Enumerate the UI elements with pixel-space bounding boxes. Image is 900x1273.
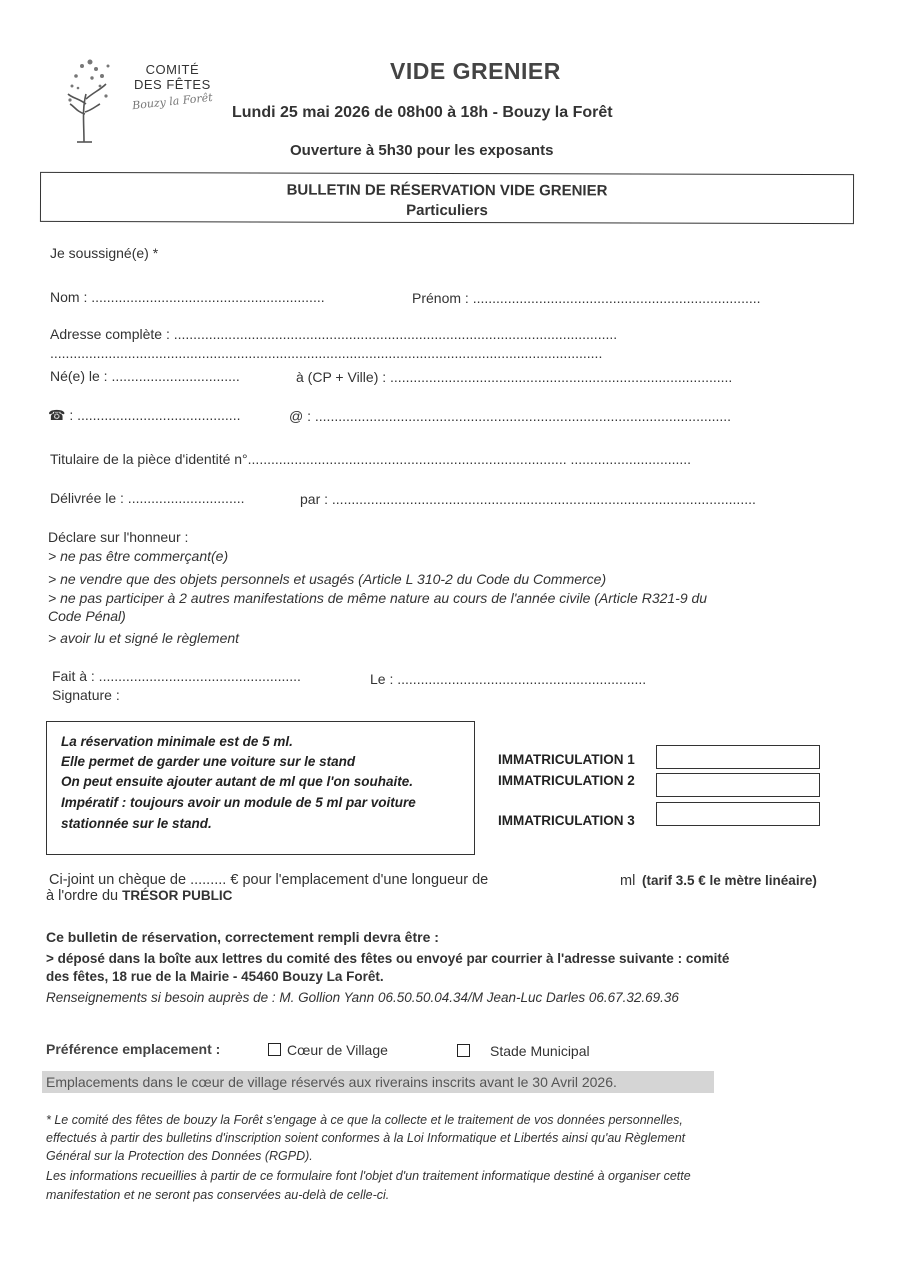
prenom-field[interactable]: Prénom : .......................................................................... <box>412 290 761 306</box>
option-coeur-village[interactable] <box>268 1042 388 1058</box>
payment-tarif: (tarif 3.5 € le mètre linéaire) <box>642 873 817 888</box>
privacy-line: Les informations recueillies à partir de ce formulaire font l'objet d'un traitement informatique destiné à organiser cette <box>46 1169 691 1183</box>
reservation-line: Elle permet de garder une voiture sur le stand <box>61 754 356 769</box>
privacy-line: manifestation et ne seront pas conservées au-delà de celle-ci. <box>46 1188 390 1202</box>
immat-3-input[interactable] <box>656 802 820 826</box>
issued-date-field[interactable]: Délivrée le : .............................. <box>50 490 245 506</box>
preference-label: Préférence emplacement : <box>46 1041 221 1057</box>
logo-text <box>134 62 211 92</box>
logo-line2: DES FÊTES <box>134 77 211 92</box>
form-title-box <box>40 172 854 224</box>
payment-beneficiary: TRÉSOR PUBLIC <box>122 888 233 903</box>
reservation-info-box <box>46 721 475 855</box>
immat-3-label: IMMATRICULATION 3 <box>498 813 635 828</box>
option-coeur-label: Cœur de Village <box>287 1042 388 1058</box>
declaration-item: Code Pénal) <box>48 608 126 624</box>
nom-field[interactable]: Nom : ............................................................ <box>50 289 325 305</box>
contact-info: Renseignements si besoin auprès de : M. Gollion Yann 06.50.50.04.34/M Jean-Luc Darles 06.67.32.69.36 <box>46 990 679 1005</box>
reservation-line: La réservation minimale est de 5 ml. <box>61 734 293 749</box>
payment-order <box>46 888 232 904</box>
payment-ml: ml <box>620 873 636 889</box>
form-title: BULLETIN DE RÉSERVATION VIDE GRENIER <box>286 181 608 200</box>
return-info-line: > déposé dans la boîte aux lettres du comité des fêtes ou envoyé par courrier à l'adresse suivante : comité <box>46 951 730 966</box>
date-field[interactable]: Le : ................................................................ <box>370 671 647 687</box>
adresse-field[interactable]: Adresse complète : .................................................................................................................. <box>50 326 618 342</box>
form-subtitle: Particuliers <box>406 201 488 220</box>
issued-by-field[interactable]: par : ............................................................................................................. <box>300 491 756 507</box>
preference-note: Emplacements dans le cœur de village réservés aux riverains inscrits avant le 30 Avril 2026. <box>46 1074 617 1090</box>
reservation-line: stationnée sur le stand. <box>61 816 212 831</box>
immat-2-input[interactable] <box>656 773 820 797</box>
reservation-line: Impératif : toujours avoir un module de 5 ml par voiture <box>61 795 416 810</box>
tree-icon <box>68 84 106 142</box>
checkbox-icon[interactable] <box>457 1044 470 1057</box>
event-date: Lundi 25 mai 2026 de 08h00 à 18h - Bouzy la Forêt <box>232 104 613 121</box>
birth-date-field[interactable]: Né(e) le : ................................. <box>50 368 240 384</box>
birth-place-field[interactable]: à (CP + Ville) : ........................................................................................ <box>296 369 733 385</box>
id-number-field[interactable]: Titulaire de la pièce d'identité n°.................................................................................. ............................... <box>50 451 692 467</box>
option-stade-municipal[interactable] <box>457 1043 590 1059</box>
privacy-line: * Le comité des fêtes de bouzy la Forêt s'engage à ce que la collecte et le traitement de vos données personnelles, <box>46 1113 683 1127</box>
privacy-line: Général sur la Protection des Données (RGPD). <box>46 1149 313 1163</box>
logo-line1: COMITÉ <box>145 62 200 77</box>
phone-field[interactable]: ☎ : .......................................... <box>48 407 241 423</box>
immat-1-label: IMMATRICULATION 1 <box>498 752 635 767</box>
option-stade-label: Stade Municipal <box>490 1043 590 1059</box>
payment-line: Ci-joint un chèque de ......... € pour l'emplacement d'une longueur de <box>49 872 489 888</box>
soussigne-label: Je soussigné(e) * <box>50 245 159 261</box>
declaration-intro: Déclare sur l'honneur : <box>48 529 189 545</box>
signature-field[interactable]: Signature : <box>52 687 120 703</box>
privacy-line: effectués à partir des bulletins d'inscription soient conformes à la Loi Informatique et Libertés ainsi qu'au Règlement <box>46 1131 686 1145</box>
checkbox-icon[interactable] <box>268 1043 281 1056</box>
exhibitor-opening: Ouverture à 5h30 pour les exposants <box>290 142 554 159</box>
fait-a-field[interactable]: Fait à : .................................................... <box>52 668 301 684</box>
declaration-item: > ne pas être commerçant(e) <box>48 548 229 564</box>
email-field[interactable]: @ : ........................................................................................................... <box>289 408 732 424</box>
immat-2-label: IMMATRICULATION 2 <box>498 773 635 788</box>
adresse-field-line2[interactable]: .............................................................................................................................................. <box>50 345 603 361</box>
declaration-item: > avoir lu et signé le règlement <box>48 630 240 646</box>
reservation-line: On peut ensuite ajouter autant de ml que l'on souhaite. <box>61 774 413 789</box>
immat-1-input[interactable] <box>656 745 820 769</box>
page-title: VIDE GRENIER <box>390 58 561 84</box>
logo-script: Bouzy la Forêt <box>131 90 214 113</box>
payment-order-prefix: à l'ordre du <box>46 888 119 904</box>
return-info-title: Ce bulletin de réservation, correctement rempli devra être : <box>46 929 439 945</box>
declaration-item: > ne pas participer à 2 autres manifestations de même nature au cours de l'année civile (Article R321-9 du <box>48 590 708 606</box>
declaration-item: > ne vendre que des objets personnels et usagés (Article L 310-2 du Code du Commerce) <box>48 571 607 587</box>
return-info-line: des fêtes, 18 rue de la Mairie - 45460 Bouzy La Forêt. <box>46 969 384 984</box>
